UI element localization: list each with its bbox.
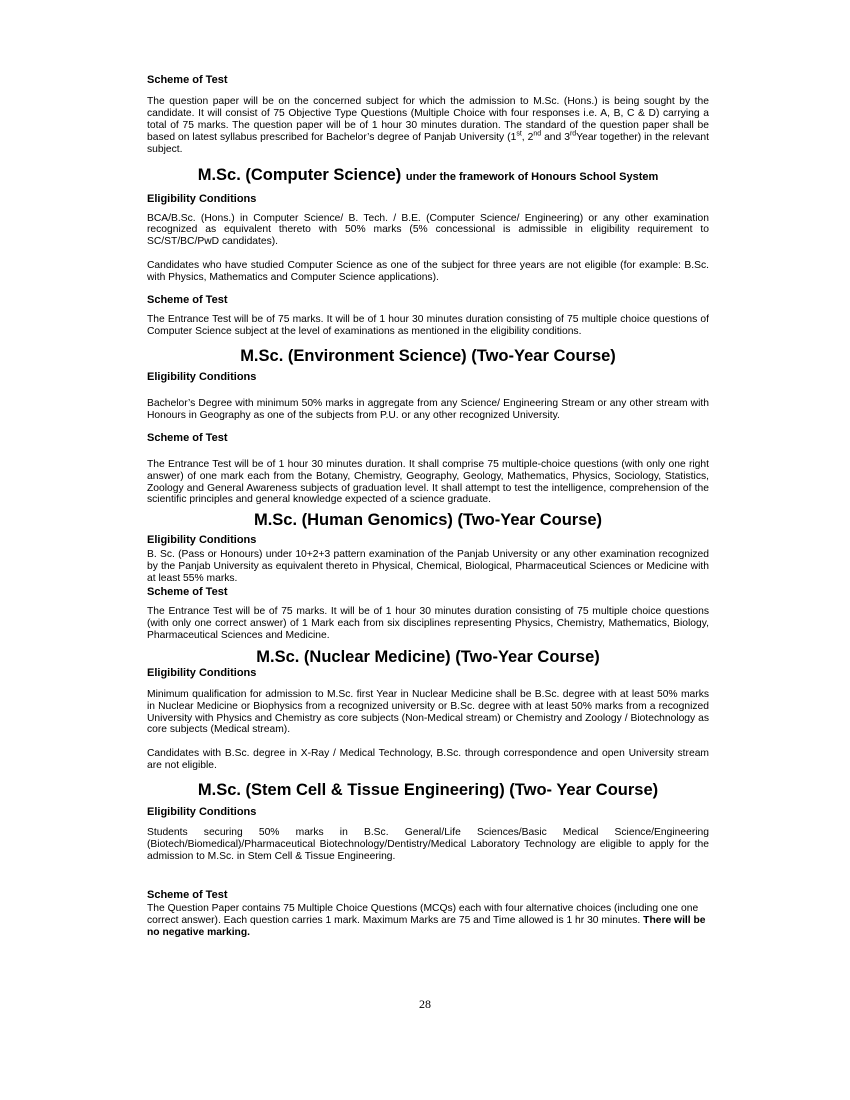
title-subtitle: under the framework of Honours School System [405, 170, 659, 183]
title-text: M.Sc. (Computer Science) [197, 165, 402, 184]
eligibility-paragraph: Candidates who have studied Computer Science as one of the subject for three years are not eligible (for example: B.Sc. with Physics, Mathematics and Computer Science applications). [147, 260, 709, 284]
course-title-human-genomics: M.Sc. (Human Genomics) (Two-Year Course) [253, 511, 603, 530]
scheme-paragraph: The Entrance Test will be of 1 hour 30 minutes duration. It shall comprise 75 multiple-choice questions (with only one right answer) of one mark each from the Botany, Chemistry, Geography, Geology, Mathematics, Physics, Sociology, Statistics, Zoology and General Awareness subjects of graduation level. It shall attempt to test the intelligence, comprehension of the scientific principles and general knowledge expected of a science graduate. [147, 458, 709, 506]
text-span: The question paper will be on the concerned subject for which the admission to M.Sc. (Hons.) is being sought by the candidate. It will consist of 75 Objective Type Questions (Multiple Choice with four responses i.e. A, B, C & D) carrying a total of 75 marks. The question paper will be of 1 hour 30 minutes duration. The standard of the question paper shall be based on latest syllabus prescribed for Bachelor’s degree of Panjab University (1 [147, 96, 709, 143]
scheme-paragraph: The Entrance Test will be of 75 marks. It will be of 1 hour 30 minutes duration consisting of 75 multiple choice questions (with only one correct answer) of 1 Mark each from six disciplines representing Physics, Chemistry, Mathematics, Biology, Pharmaceutical Sciences and Medicine. [147, 606, 709, 641]
document-page [147, 70, 709, 939]
eligibility-paragraph: Minimum qualification for admission to M.Sc. first Year in Nuclear Medicine shall be B.Sc. degree with at least 50% marks in Nuclear Medicine or Biophysics from a recognized university or B.Sc. degree with at least 50% marks from a recognized University with Physics and Chemistry as core subjects (Non-Medical stream) or Chemistry and Zoology / Biotechnology as core subjects (Medical stream). [147, 688, 709, 736]
eligibility-paragraph: Bachelor’s Degree with minimum 50% marks in aggregate from any Science/ Engineering Stream or any other stream with Honours in Geography as one of the subjects from P.U. or any other recognized University. [147, 397, 709, 421]
eligibility-paragraph: Candidates with B.Sc. degree in X-Ray / Medical Technology, B.Sc. through correspondence and open University stream are not eligible. [147, 748, 709, 772]
section-heading: Scheme of Test [147, 74, 228, 86]
course-title-nuclear-medicine: M.Sc. (Nuclear Medicine) (Two-Year Course) [256, 647, 600, 666]
intro-paragraph [147, 96, 709, 156]
course-title-stem-cell: M.Sc. (Stem Cell & Tissue Engineering) (Two- Year Course) [197, 781, 659, 800]
scheme-heading: Scheme of Test [147, 586, 228, 599]
superscript: st [516, 130, 522, 138]
scheme-paragraph: The Entrance Test will be of 75 marks. It will be of 1 hour 30 minutes duration consisting of 75 multiple choice questions of Computer Science subject at the level of examinations as mentioned in the eligibility conditions. [147, 314, 709, 337]
eligibility-heading: Eligibility Conditions [147, 666, 257, 679]
text-span: and 3 [541, 131, 570, 143]
page-number: 28 [419, 997, 431, 1011]
eligibility-heading: Eligibility Conditions [147, 806, 257, 819]
scheme-heading: Scheme of Test [147, 431, 228, 444]
eligibility-paragraph: Students securing 50% marks in B.Sc. General/Life Sciences/Basic Medical Science/Engineering (Biotech/Biomedical)/Pharmaceutical Biotechnology/Dentistry/Medical Laboratory Technology are eligible to apply for the admission to M.Sc. in Stem Cell & Tissue Engineering. [147, 827, 709, 862]
scheme-paragraph [147, 903, 709, 939]
eligibility-heading: Eligibility Conditions [147, 534, 257, 547]
bold-note: There will be no negative marking. [147, 914, 706, 938]
scheme-heading: Scheme of Test [147, 888, 228, 901]
eligibility-heading: Eligibility Conditions [147, 192, 257, 205]
text-span: The Question Paper contains 75 Multiple Choice Questions (MCQs) each with four alternative choices (including one one correct answer). Each question carries 1 mark. Maximum Marks are 75 and Time allowed is 1 hr 30 minutes. [147, 902, 699, 926]
course-title-environment-science: M.Sc. (Environment Science) (Two-Year Course) [240, 346, 616, 365]
eligibility-paragraph: BCA/B.Sc. (Hons.) in Computer Science/ B. Tech. / B.E. (Computer Science/ Engineering) or any other examination recognized as equivalent thereto with 50% marks (5% concessional is admissible in eligibility requirement to SC/ST/BC/PwD candidates). [147, 212, 709, 248]
eligibility-heading: Eligibility Conditions [147, 370, 257, 383]
eligibility-paragraph: B. Sc. (Pass or Honours) under 10+2+3 pattern examination of the Panjab University or any other examination recognized by the Panjab University as equivalent thereto in Physical, Chemical, Biological, Pharmaceutical Sciences or Medicine with at least 55% marks. [147, 549, 709, 585]
text-span: Year together) in the relevant subject. [147, 131, 709, 155]
text-span: , 2 [521, 131, 534, 143]
scheme-heading: Scheme of Test [147, 294, 228, 307]
superscript: nd [533, 130, 542, 138]
course-title-computer-science [147, 165, 709, 187]
superscript: rd [569, 130, 577, 138]
